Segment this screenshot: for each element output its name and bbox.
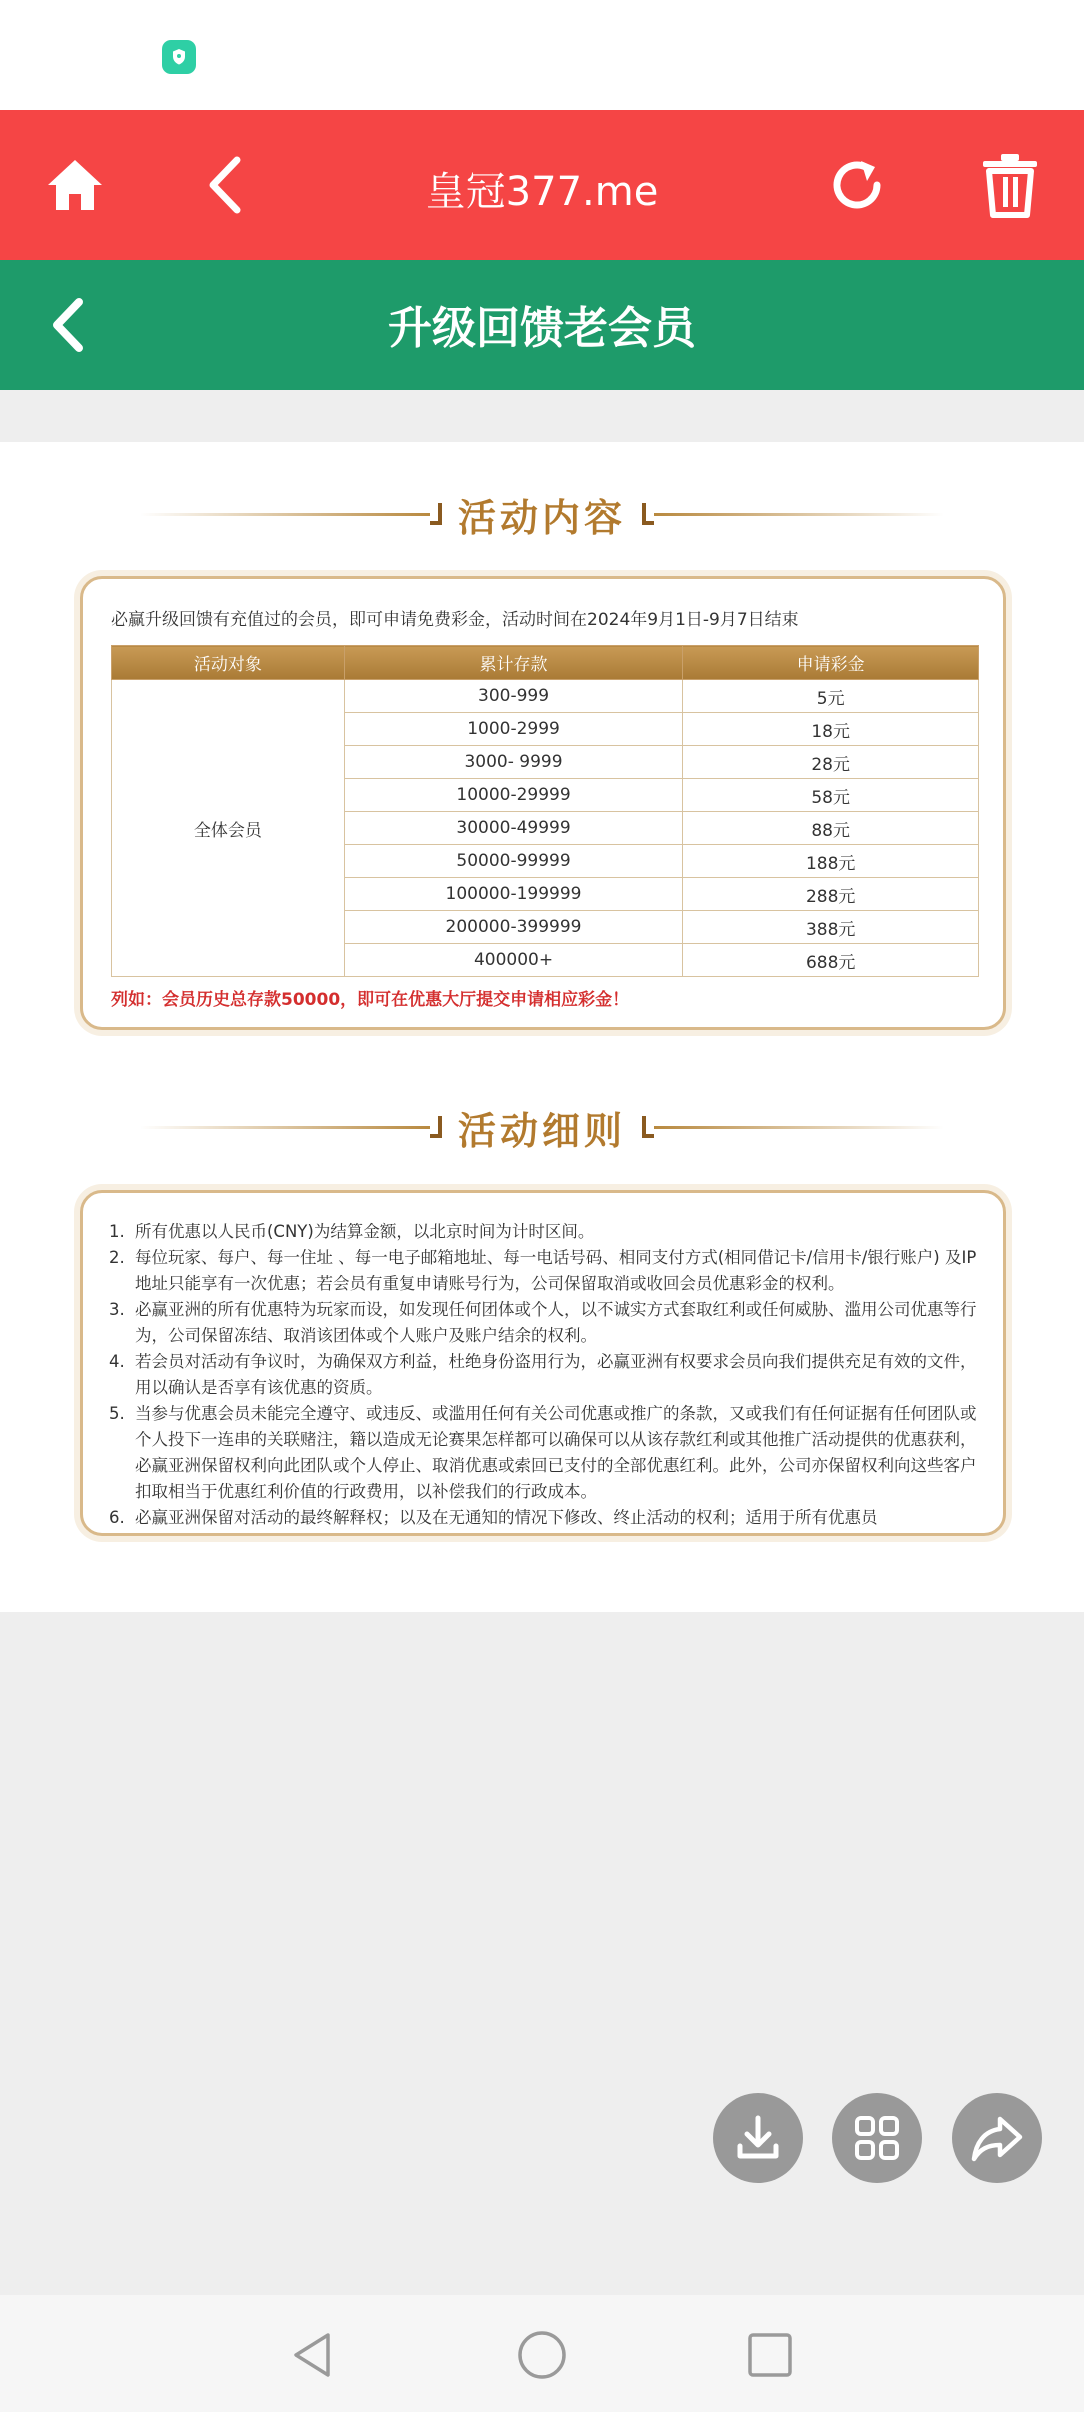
bonus-cell: 58元 (683, 779, 979, 812)
column-header: 申请彩金 (683, 646, 979, 680)
deposit-cell: 300-999 (344, 680, 683, 713)
heading-line (140, 1126, 430, 1129)
browser-toolbar (0, 110, 1084, 260)
list-item (109, 1401, 989, 1505)
list-item (109, 1245, 989, 1297)
rule-text: 每位玩家、每户、每一住址 、每一电子邮箱地址、每一电话号码、相同支付方式(相同借记卡/信用卡/银行账户) 及IP地址只能享有一次优惠；若会员有重复申请账号行为，公司保留取消或收回会员优惠彩金的权利。 (135, 1248, 977, 1293)
grid-icon (853, 2114, 901, 2162)
table-row (112, 680, 979, 713)
rule-text: 若会员对活动有争议时，为确保双方利益，杜绝身份盗用行为，必赢亚洲有权要求会员向我们提供充足有效的文件，用以确认是否享有该优惠的资质。 (135, 1352, 977, 1397)
deposit-cell: 50000-99999 (344, 845, 683, 878)
heading-bracket (642, 1116, 654, 1138)
rules-list (109, 1219, 989, 1531)
heading-line (654, 1126, 944, 1129)
heading-bracket (430, 503, 442, 525)
refresh-icon[interactable] (822, 150, 892, 220)
empty-area (0, 1612, 1084, 2295)
list-item (109, 1349, 989, 1401)
heading-line (140, 513, 430, 516)
bonus-cell: 388元 (683, 911, 979, 944)
bonus-cell: 5元 (683, 680, 979, 713)
promo-intro: 必赢升级回馈有充值过的会员，即可申请免费彩金，活动时间在2024年9月1日-9月7日结束 (111, 610, 799, 630)
share-icon (970, 2113, 1024, 2163)
heading-bracket (642, 503, 654, 525)
column-header: 累计存款 (344, 646, 683, 680)
rule-number: 5. (109, 1404, 125, 1423)
promo-example: 列如：会员历史总存款50000，即可在优惠大厅提交申请相应彩金！ (111, 990, 630, 1010)
bonus-cell: 188元 (683, 845, 979, 878)
download-icon (732, 2112, 784, 2164)
section-heading-content (0, 484, 1084, 544)
download-button[interactable] (713, 2093, 803, 2183)
rule-number: 3. (109, 1300, 125, 1319)
deposit-cell: 100000-199999 (344, 878, 683, 911)
bonus-cell: 88元 (683, 812, 979, 845)
deposit-cell: 10000-29999 (344, 779, 683, 812)
promo-table-card (80, 576, 1006, 1030)
apps-grid-button[interactable] (832, 2093, 922, 2183)
rule-number: 1. (109, 1222, 125, 1241)
shield-app-icon (162, 40, 196, 74)
list-item (109, 1297, 989, 1349)
heading-bracket (430, 1116, 442, 1138)
target-cell: 全体会员 (112, 680, 345, 977)
deposit-cell: 400000+ (344, 944, 683, 977)
rules-card (80, 1190, 1006, 1536)
nav-back-icon[interactable] (282, 2325, 342, 2385)
divider-band (0, 390, 1084, 442)
rule-text: 所有优惠以人民币(CNY)为结算金额，以北京时间为计时区间。 (135, 1222, 595, 1241)
rule-number: 4. (109, 1352, 125, 1371)
share-button[interactable] (952, 2093, 1042, 2183)
column-header: 活动对象 (112, 646, 345, 680)
table-header-row (112, 646, 979, 680)
system-nav-bar (0, 2295, 1084, 2412)
bonus-cell: 18元 (683, 713, 979, 746)
browser-url-title[interactable]: 皇冠377.me (425, 169, 659, 215)
status-bar (0, 0, 1084, 110)
section-title: 活动细则 (457, 1108, 626, 1153)
heading-line (654, 513, 944, 516)
nav-recents-icon[interactable] (740, 2325, 800, 2385)
rule-number: 2. (109, 1248, 125, 1267)
deposit-cell: 1000-2999 (344, 713, 683, 746)
trash-icon[interactable] (975, 150, 1045, 220)
rule-text: 必赢亚洲保留对活动的最终解释权；以及在无通知的情况下修改、终止活动的权利；适用于所有优惠员 (135, 1508, 878, 1527)
bonus-cell: 288元 (683, 878, 979, 911)
page-header (0, 260, 1084, 390)
promo-table (111, 645, 979, 977)
list-item (109, 1505, 989, 1531)
list-item (109, 1219, 989, 1245)
bonus-cell: 28元 (683, 746, 979, 779)
deposit-cell: 200000-399999 (344, 911, 683, 944)
bonus-cell: 688元 (683, 944, 979, 977)
rule-text: 当参与优惠会员未能完全遵守、或违反、或滥用任何有关公司优惠或推广的条款，又或我们有任何证据有任何团队或个人投下一连串的关联赌注，籍以造成无论赛果怎样都可以确保可以从该存款红利或其他推广活动提供的优惠获利，必赢亚洲保留权利向此团队或个人停止、取消优惠或索回已支付的全部优惠红利。此外，公司亦保留权利向这些客户扣取相当于优惠红利价值的行政费用，以补偿我们的行政成本。 (135, 1404, 977, 1501)
deposit-cell: 3000- 9999 (344, 746, 683, 779)
nav-home-icon[interactable] (512, 2325, 572, 2385)
section-heading-rules (0, 1097, 1084, 1157)
rule-number: 6. (109, 1508, 125, 1527)
rule-text: 必赢亚洲的所有优惠特为玩家而设，如发现任何团体或个人，以不诚实方式套取红利或任何威胁、滥用公司优惠等行为，公司保留冻结、取消该团体或个人账户及账户结余的权利。 (135, 1300, 977, 1345)
deposit-cell: 30000-49999 (344, 812, 683, 845)
page-title: 升级回馈老会员 (388, 303, 696, 354)
section-title: 活动内容 (457, 495, 626, 540)
